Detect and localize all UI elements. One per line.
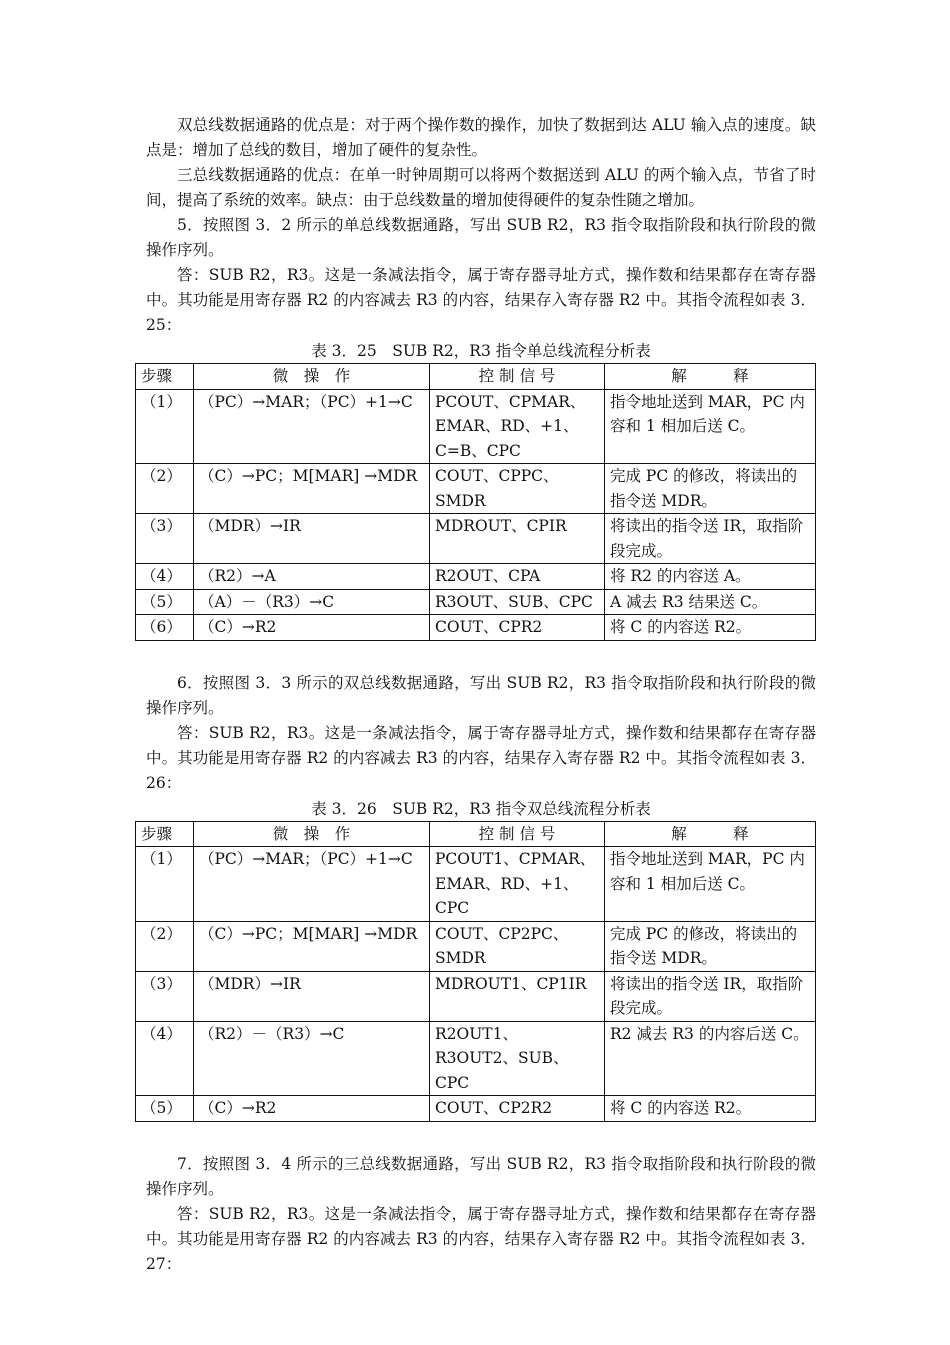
step-cell: （1）: [136, 389, 194, 464]
paragraph-triple-bus-advantages: 三总线数据通路的优点：在单一时钟周期可以将两个数据送到 ALU 的两个输入点，节省了时间，提高了系统的效率。缺点：由于总线数量的增加使得硬件的复杂性随之增加。: [146, 166, 816, 209]
step-cell: （3）: [136, 514, 194, 564]
document-page: [141, 113, 816, 1277]
answer-7: 答：SUB R2，R3。这是一条减法指令，属于寄存器寻址方式，操作数和结果都存在寄存器中。其功能是用寄存器 R2 的内容减去 R3 的内容，结果存入寄存器 R2 中。其指令流程如表 3．27：: [146, 1204, 816, 1273]
micro-op-cell: （C）→PC；M[MAR] →MDR: [194, 921, 430, 971]
table-3-26: [135, 821, 816, 1122]
step-cell: （3）: [136, 971, 194, 1021]
table-row: [136, 615, 816, 641]
table-row: [136, 589, 816, 615]
control-signal-cell: MDROUT1、CP1IR: [430, 971, 605, 1021]
paragraph-dual-bus-advantages: 双总线数据通路的优点是：对于两个操作数的操作，加快了数据到达 ALU 输入点的速度。缺点是：增加了总线的数目，增加了硬件的复杂性。: [146, 116, 816, 159]
control-signal-cell: MDROUT、CPIR: [430, 514, 605, 564]
step-cell: （4）: [136, 1021, 194, 1096]
question-6: 6．按照图 3．3 所示的双总线数据通路，写出 SUB R2，R3 指令取指阶段和执行阶段的微操作序列。: [146, 673, 816, 717]
table-row: [136, 971, 816, 1021]
explanation-cell: 将读出的指令送 IR，取指阶段完成。: [605, 514, 816, 564]
micro-op-cell: （C）→R2: [194, 1096, 430, 1122]
micro-op-cell: （PC）→MAR；（PC）+1→C: [194, 847, 430, 922]
table-row: [136, 1021, 816, 1096]
table-row: [136, 514, 816, 564]
table-row: [136, 847, 816, 922]
explanation-cell: 指令地址送到 MAR，PC 内容和 1 相加后送 C。: [605, 389, 816, 464]
step-cell: （1）: [136, 847, 194, 922]
explanation-cell: A 减去 R3 结果送 C。: [605, 589, 816, 615]
explanation-cell: R2 减去 R3 的内容后送 C。: [605, 1021, 816, 1096]
explanation-cell: 将 R2 的内容送 A。: [605, 564, 816, 590]
control-signal-cell: PCOUT1、CPMAR、EMAR、RD、+1、CPC: [430, 847, 605, 922]
explanation-cell: 指令地址送到 MAR，PC 内容和 1 相加后送 C。: [605, 847, 816, 922]
step-cell: （2）: [136, 464, 194, 514]
table-header-row: [136, 821, 816, 847]
step-cell: （2）: [136, 921, 194, 971]
table-row: [136, 1096, 816, 1122]
control-signal-cell: COUT、CPR2: [430, 615, 605, 641]
table-row: [136, 921, 816, 971]
control-signal-cell: R2OUT1、R3OUT2、SUB、CPC: [430, 1021, 605, 1096]
micro-op-cell: （R2）－（R3）→C: [194, 1021, 430, 1096]
question-7: 7．按照图 3．4 所示的三总线数据通路，写出 SUB R2，R3 指令取指阶段和执行阶段的微操作序列。: [146, 1154, 816, 1198]
micro-op-cell: （C）→PC；M[MAR] →MDR: [194, 464, 430, 514]
table-row: [136, 389, 816, 464]
header-explanation: 解 释: [605, 364, 816, 390]
micro-op-cell: （MDR）→IR: [194, 971, 430, 1021]
table-row: [136, 564, 816, 590]
explanation-cell: 将读出的指令送 IR，取指阶段完成。: [605, 971, 816, 1021]
control-signal-cell: COUT、CPPC、SMDR: [430, 464, 605, 514]
header-control-signal: 控 制 信 号: [430, 821, 605, 847]
micro-op-cell: （R2）→A: [194, 564, 430, 590]
header-micro-op: 微 操 作: [194, 821, 430, 847]
step-cell: （6）: [136, 615, 194, 641]
table-row: [136, 464, 816, 514]
header-step: 步骤: [136, 364, 194, 390]
control-signal-cell: PCOUT、CPMAR、EMAR、RD、+1、C=B、CPC: [430, 389, 605, 464]
micro-op-cell: （C）→R2: [194, 615, 430, 641]
header-control-signal: 控 制 信 号: [430, 364, 605, 390]
control-signal-cell: COUT、CP2PC、SMDR: [430, 921, 605, 971]
control-signal-cell: COUT、CP2R2: [430, 1096, 605, 1122]
answer-5: 答：SUB R2，R3。这是一条减法指令，属于寄存器寻址方式，操作数和结果都存在寄存器中。其功能是用寄存器 R2 的内容减去 R3 的内容，结果存入寄存器 R2 中。其指令流程如表 3．25：: [146, 266, 816, 334]
step-cell: （4）: [136, 564, 194, 590]
table-header-row: [136, 364, 816, 390]
explanation-cell: 完成 PC 的修改，将读出的指令送 MDR。: [605, 464, 816, 514]
explanation-cell: 完成 PC 的修改，将读出的指令送 MDR。: [605, 921, 816, 971]
header-micro-op: 微 操 作: [194, 364, 430, 390]
control-signal-cell: R2OUT、CPA: [430, 564, 605, 590]
table-3-25: [135, 363, 816, 641]
header-step: 步骤: [136, 821, 194, 847]
header-explanation: 解 释: [605, 821, 816, 847]
micro-op-cell: （MDR）→IR: [194, 514, 430, 564]
question-5: 5．按照图 3．2 所示的单总线数据通路，写出 SUB R2，R3 指令取指阶段和执行阶段的微操作序列。: [146, 216, 816, 259]
control-signal-cell: R3OUT、SUB、CPC: [430, 589, 605, 615]
explanation-cell: 将 C 的内容送 R2。: [605, 1096, 816, 1122]
table-3-25-caption: 表 3．25 SUB R2，R3 指令单总线流程分析表: [311, 342, 651, 360]
answer-6: 答：SUB R2，R3。这是一条减法指令，属于寄存器寻址方式，操作数和结果都存在寄存器中。其功能是用寄存器 R2 的内容减去 R3 的内容，结果存入寄存器 R2 中。其指令流程如表 3．26：: [146, 723, 816, 792]
step-cell: （5）: [136, 1096, 194, 1122]
micro-op-cell: （A）－（R3）→C: [194, 589, 430, 615]
step-cell: （5）: [136, 589, 194, 615]
micro-op-cell: （PC）→MAR；（PC）+1→C: [194, 389, 430, 464]
table-3-26-caption: 表 3．26 SUB R2，R3 指令双总线流程分析表: [311, 799, 651, 818]
explanation-cell: 将 C 的内容送 R2。: [605, 615, 816, 641]
